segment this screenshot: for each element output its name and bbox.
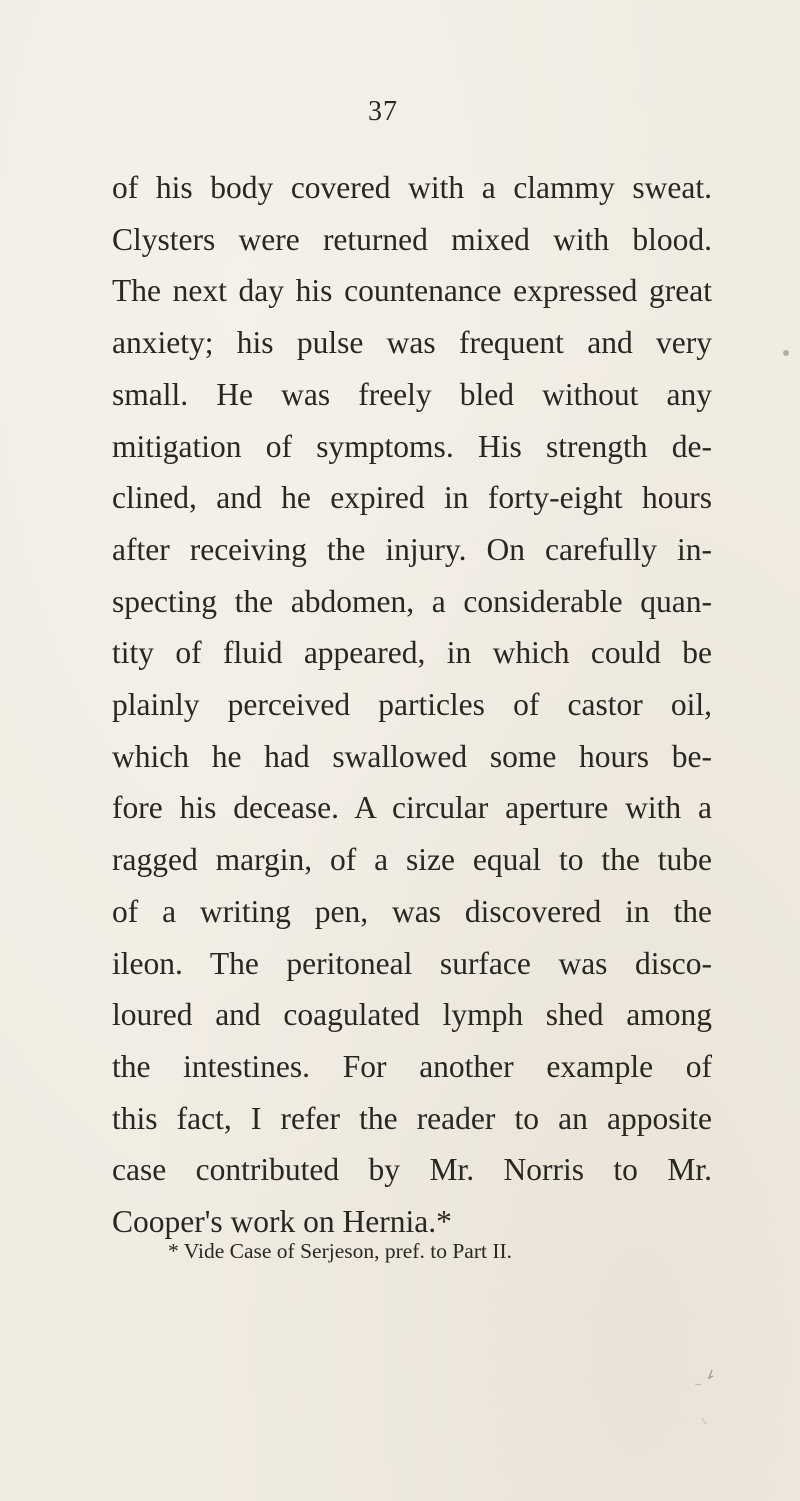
text-line: this fact, I refer the reader to an apposite	[112, 1100, 712, 1136]
page-number: 37	[368, 96, 398, 127]
text-line: mitigation of symptoms. His strength de-	[112, 428, 712, 464]
text-line: ragged margin, of a size equal to the tube	[112, 842, 712, 878]
paper-speck	[695, 1384, 701, 1385]
text-line: the intestines. For another example of	[112, 1048, 712, 1084]
text-line: ileon. The peritoneal surface was disco-	[112, 945, 712, 981]
text-line: of his body covered with a clammy sweat.	[112, 170, 712, 205]
text-line: case contributed by Mr. Norris to Mr.	[112, 1152, 712, 1188]
paper-speck	[702, 1418, 706, 1424]
text-line: small. He was freely bled without any	[112, 376, 712, 412]
text-line: loured and coagulated lymph shed among	[112, 997, 712, 1033]
paper-speck	[783, 350, 789, 356]
text-line: Clysters were returned mixed with blood.	[112, 221, 712, 257]
body-text	[112, 162, 712, 1248]
text-line: clined, and he expired in forty-eight hours	[112, 480, 712, 516]
text-line: The next day his countenance expressed great	[112, 273, 712, 309]
text-line: of a writing pen, was discovered in the	[112, 893, 712, 929]
text-line: which he had swallowed some hours be-	[112, 738, 712, 774]
text-line: fore his decease. A circular aperture with a	[112, 790, 712, 826]
text-line: anxiety; his pulse was frequent and very	[112, 325, 712, 361]
text-line: tity of fluid appeared, in which could be	[112, 635, 712, 671]
text-line: plainly perceived particles of castor oil,	[112, 687, 712, 723]
text-line-last: Cooper's work on Hernia.*	[112, 1204, 452, 1240]
footnote: * Vide Case of Serjeson, pref. to Part II.	[168, 1239, 513, 1263]
text-line: after receiving the injury. On carefully in-	[112, 531, 712, 567]
paper-speck	[709, 1370, 713, 1378]
text-line: specting the abdomen, a considerable quan-	[112, 583, 712, 619]
